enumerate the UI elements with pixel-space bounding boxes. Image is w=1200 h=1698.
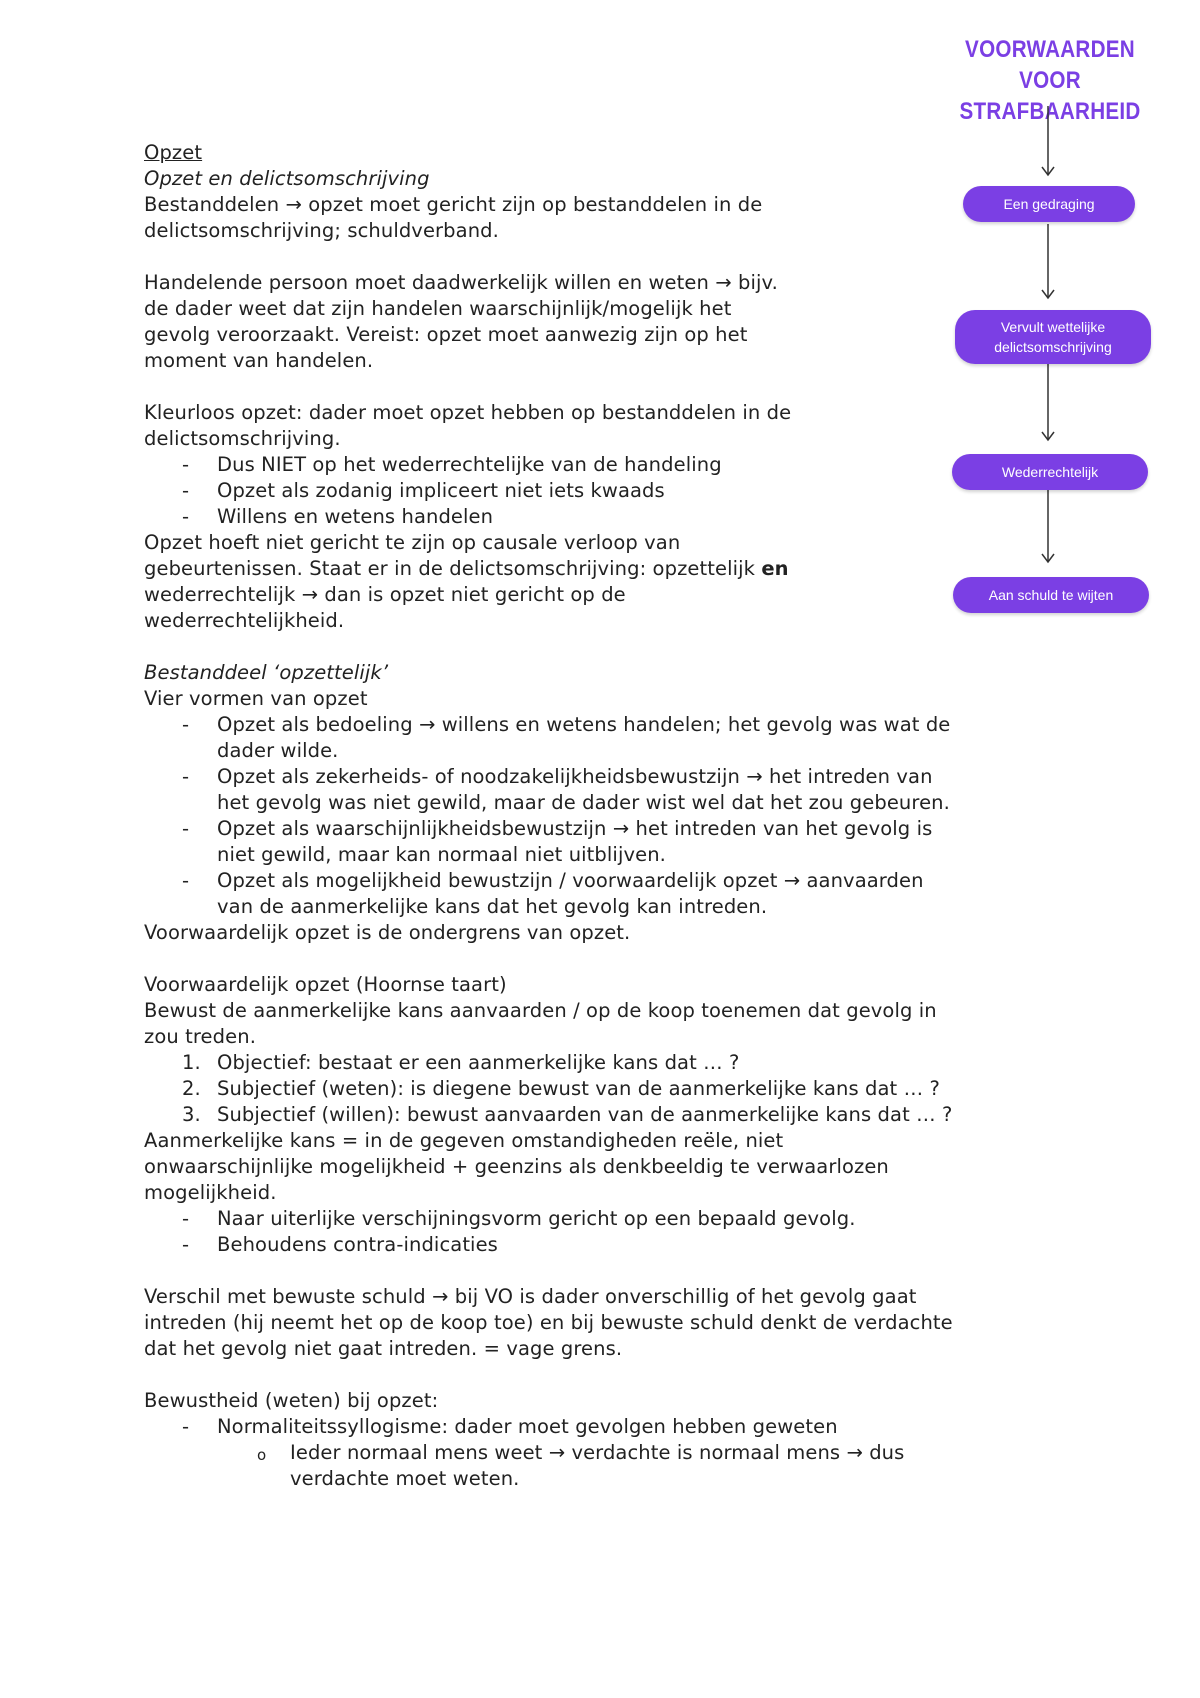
list-line: van de aanmerkelijke kans dat het gevolg kan intreden. (217, 895, 768, 918)
flowchart-title-line1: VOORWAARDEN VOOR (965, 36, 1135, 94)
paragraph-line: delictsomschrijving; schuldverband. (144, 219, 499, 242)
list-line: dader wilde. (217, 739, 339, 762)
bullet-list-kans (144, 1206, 1064, 1258)
paragraph-line: Verschil met bewuste schuld → bij VO is dader onverschillig of het gevolg gaat (144, 1285, 917, 1308)
paragraph-line: Bewust de aanmerkelijke kans aanvaarden / op de koop toenemen dat gevolg in (144, 999, 937, 1022)
list-item: - Willens en wetens handelen (144, 504, 1064, 530)
list-item (144, 1102, 1064, 1128)
bullet-list-vormen (144, 712, 1064, 920)
paragraph-line: moment van handelen. (144, 349, 374, 372)
subheading-opzet-delict: Opzet en delictsomschrijving (144, 167, 430, 190)
bold-en: en (761, 557, 789, 580)
list-text: Subjectief (weten): is diegene bewust van de aanmerkelijke kans dat … ? (217, 1077, 940, 1100)
paragraph-line: wederrechtelijkheid. (144, 609, 345, 632)
heading-opzet: Opzet (144, 141, 203, 164)
text-span: gebeurtenissen. Staat er in de delictsomschrijving: opzettelijk (144, 557, 762, 580)
list-item (144, 1076, 1064, 1102)
list-line: - Opzet als waarschijnlijkheidsbewustzijn → het intreden van het gevolg is (217, 817, 933, 840)
list-item (144, 1050, 1064, 1076)
paragraph-line: dat het gevolg niet gaat intreden. = vage grens. (144, 1337, 623, 1360)
paragraph-line: Bestanddelen → opzet moet gericht zijn op bestanddelen in de (144, 193, 763, 216)
document-body (144, 140, 1064, 1492)
paragraph-line: Handelende persoon moet daadwerkelijk willen en weten → bijv. (144, 271, 778, 294)
list-line: - Opzet als mogelijkheid bewustzijn / voorwaardelijk opzet → aanvaarden (217, 869, 924, 892)
paragraph-line: zou treden. (144, 1025, 256, 1048)
paragraph-line (144, 556, 1064, 582)
list-line: niet gewild, maar kan normaal niet uitblijven. (217, 843, 666, 866)
paragraph-line: Kleurloos opzet: dader moet opzet hebben op bestanddelen in de (144, 401, 792, 424)
list-text: Objectief: bestaat er een aanmerkelijke kans dat … ? (217, 1051, 740, 1074)
paragraph-line: Aanmerkelijke kans = in de gegeven omstandigheden reële, niet (144, 1129, 784, 1152)
flow-node-gedraging: Een gedraging (963, 186, 1135, 222)
list-text: Subjectief (willen): bewust aanvaarden van de aanmerkelijke kans dat … ? (217, 1103, 953, 1126)
list-item (144, 868, 1064, 920)
flow-node-delictsomschrijving: Vervult wettelijke delictsomschrijving (955, 310, 1151, 364)
list-item: - Behoudens contra-indicaties (144, 1232, 1064, 1258)
list-item: - Naar uiterlijke verschijningsvorm gericht op een bepaald gevolg. (144, 1206, 1064, 1232)
paragraph-line: wederrechtelijk → dan is opzet niet gericht op de (144, 583, 626, 606)
flowchart-title-line2: STRAFBAARHEID (959, 98, 1141, 125)
list-line: het gevolg was niet gewild, maar de dader wist wel dat het zou gebeuren. (217, 791, 950, 814)
paragraph-line: Opzet hoeft niet gericht te zijn op causale verloop van (144, 531, 681, 554)
flow-node-wederrechtelijk: Wederrechtelijk (952, 454, 1148, 490)
list-line: - Opzet als zekerheids- of noodzakelijkheidsbewustzijn → het intreden van (217, 765, 933, 788)
list-item (144, 764, 1064, 816)
list-item: - Normaliteitssyllogisme: dader moet gevolgen hebben geweten (144, 1414, 1064, 1440)
numbered-list (144, 1050, 1064, 1128)
sub-list-item (144, 1440, 1064, 1492)
paragraph-line: onwaarschijnlijke mogelijkheid + geenzins als denkbeeldig te verwaarlozen (144, 1155, 889, 1178)
list-line: - Opzet als bedoeling → willens en wetens handelen; het gevolg was wat de (217, 713, 951, 736)
paragraph-line: de dader weet dat zijn handelen waarschijnlijk/mogelijk het (144, 297, 732, 320)
heading-bewustheid: Bewustheid (weten) bij opzet: (144, 1389, 439, 1412)
list-number: 3. (182, 1103, 201, 1126)
paragraph-line: gevolg veroorzaakt. Vereist: opzet moet aanwezig zijn op het (144, 323, 748, 346)
bullet-list-bewustheid (144, 1414, 1064, 1440)
list-item: - Opzet als zodanig impliceert niet iets kwaads (144, 478, 1064, 504)
list-number: 2. (182, 1077, 201, 1100)
heading-voorwaardelijk-opzet: Voorwaardelijk opzet (Hoornse taart) (144, 973, 507, 996)
paragraph-line: mogelijkheid. (144, 1181, 277, 1204)
list-line: o Ieder normaal mens weet → verdachte is normaal mens → dus (290, 1441, 905, 1464)
paragraph-line: Voorwaardelijk opzet is de ondergrens van opzet. (144, 921, 631, 944)
bullet-list-kleurloos (144, 452, 1064, 530)
sub-bullet-list (144, 1440, 1064, 1492)
list-item (144, 712, 1064, 764)
list-item (144, 816, 1064, 868)
paragraph-line: delictsomschrijving. (144, 427, 341, 450)
list-line: verdachte moet weten. (290, 1467, 520, 1490)
paragraph-line: Vier vormen van opzet (144, 687, 368, 710)
list-number: 1. (182, 1051, 201, 1074)
list-item: - Dus NIET op het wederrechtelijke van de handeling (144, 452, 1064, 478)
flow-node-schuld: Aan schuld te wijten (953, 577, 1149, 613)
paragraph-line: intreden (hij neemt het op de koop toe) en bij bewuste schuld denkt de verdachte (144, 1311, 953, 1334)
subheading-bestanddeel: Bestanddeel ‘opzettelijk’ (144, 661, 389, 684)
